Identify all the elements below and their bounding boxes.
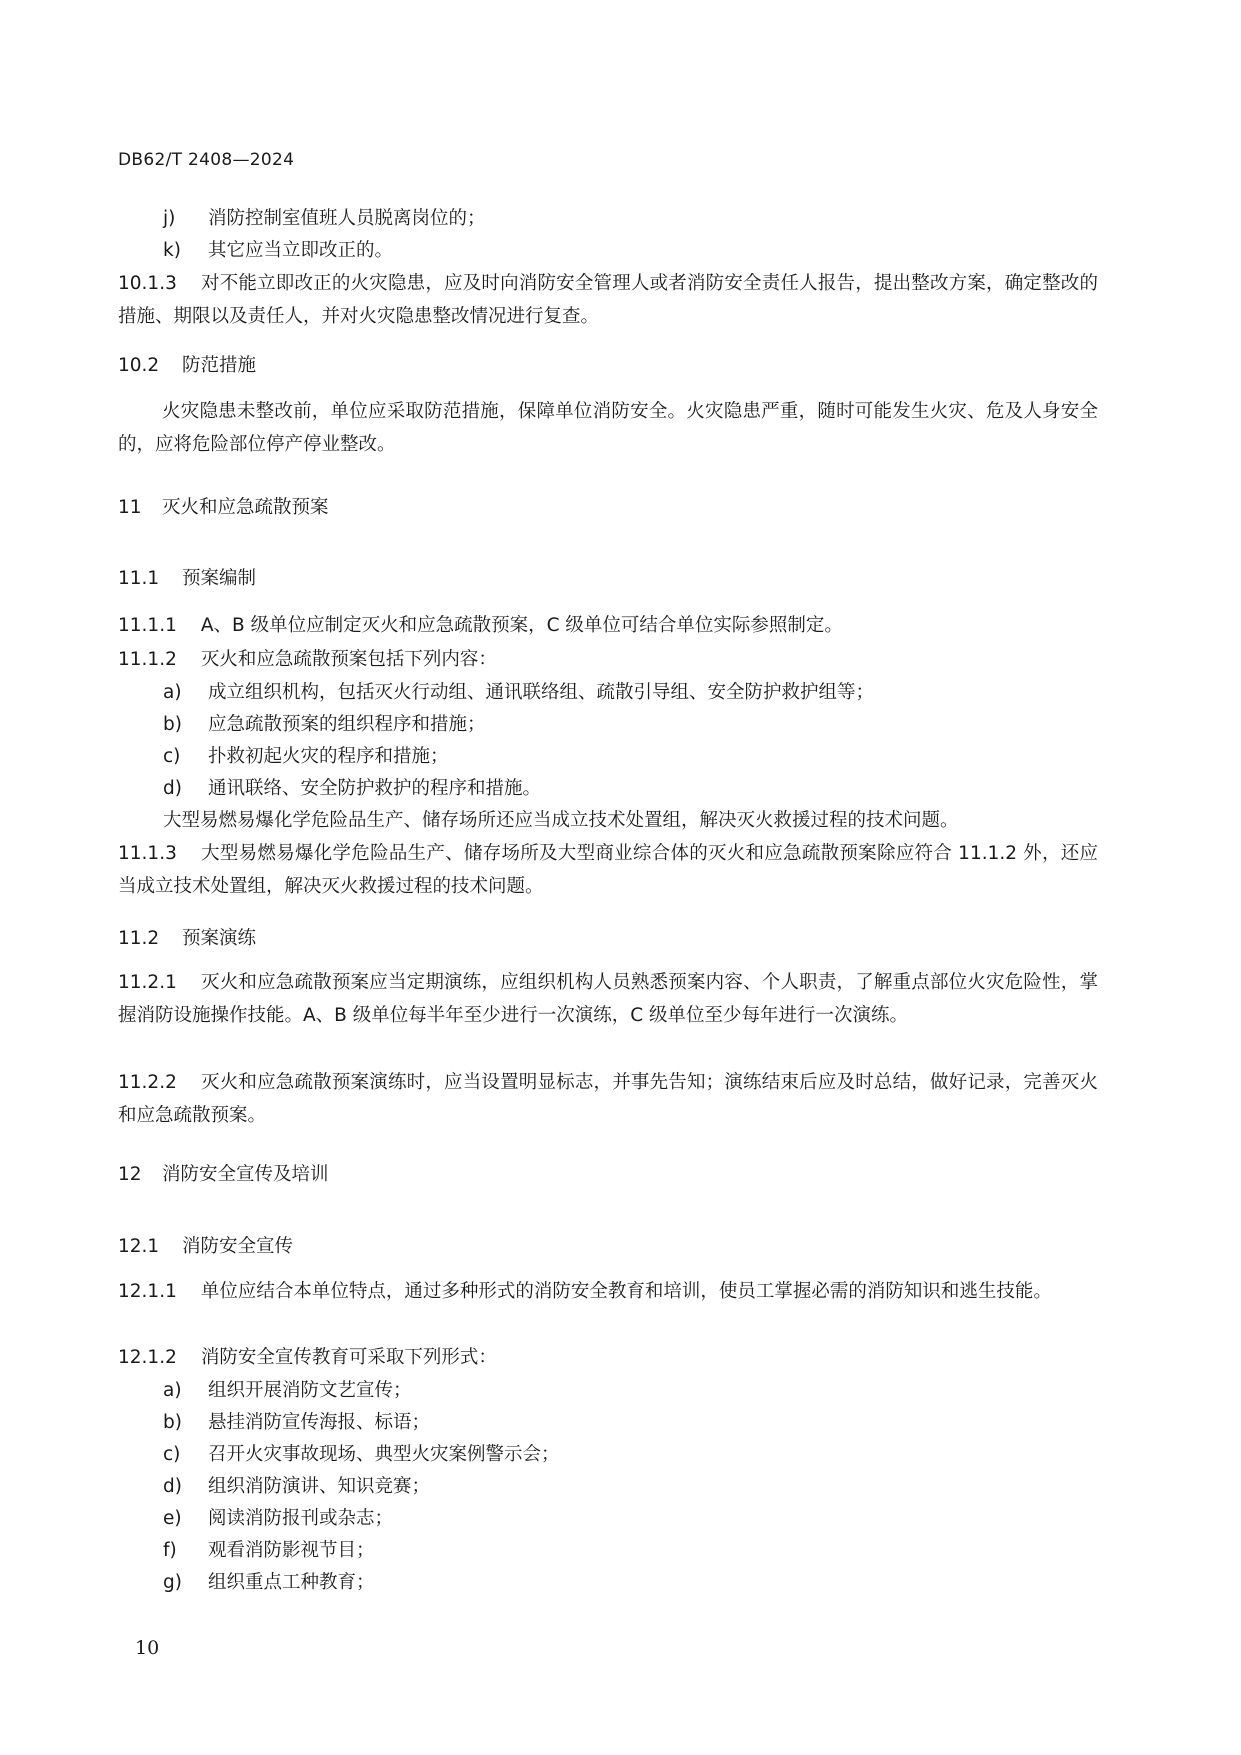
clause-11-2-1 bbox=[118, 966, 1098, 1032]
doc-code-header: DB62/T 2408—2024 bbox=[118, 150, 295, 170]
section-number: 12.1 bbox=[118, 1236, 160, 1257]
chapter-title: 消防安全宣传及培训 bbox=[162, 1164, 329, 1185]
clause-number: 11.2.2 bbox=[118, 1072, 177, 1093]
list-label: f) bbox=[163, 1540, 177, 1561]
list-text: 应急疏散预案的组织程序和措施； bbox=[208, 714, 486, 735]
chapter-number: 11 bbox=[118, 497, 142, 518]
clause-text: 大型易燃易爆化学危险品生产、储存场所及大型商业综合体的灭火和应急疏散预案除应符合 11.1.2 外，还应当成立技术处置组，解决灭火救援过程的技术问题。 bbox=[118, 843, 1098, 897]
clause-11-1-2-note: 大型易燃易爆化学危险品生产、储存场所还应当成立技术处置组，解决灭火救援过程的技术问题。 bbox=[163, 810, 959, 831]
clause-number: 11.1.3 bbox=[118, 843, 177, 864]
list-label: e) bbox=[163, 1508, 182, 1529]
list-label: a) bbox=[163, 682, 182, 703]
section-number: 11.2 bbox=[118, 928, 160, 949]
list-text: 观看消防影视节目； bbox=[208, 1540, 375, 1561]
clause-number: 11.2.1 bbox=[118, 972, 177, 993]
list-text: 组织消防演讲、知识竞赛； bbox=[208, 1476, 431, 1497]
list-label: a) bbox=[163, 1380, 182, 1401]
list-label: j) bbox=[163, 208, 176, 229]
clause-10-1-3 bbox=[118, 267, 1098, 333]
list-text: 组织开展消防文艺宣传； bbox=[208, 1380, 412, 1401]
clause-number: 12.1.2 bbox=[118, 1347, 177, 1368]
list-text: 成立组织机构，包括灭火行动组、通讯联络组、疏散引导组、安全防护救护组等； bbox=[208, 682, 875, 703]
list-text: 扑救初起火灾的程序和措施； bbox=[208, 746, 449, 767]
clause-text: 灭火和应急疏散预案应当定期演练，应组织机构人员熟悉预案内容、个人职责，了解重点部位火灾危险性，掌握消防设施操作技能。A、B 级单位每半年至少进行一次演练，C 级单位至少每年进行一次演练。 bbox=[118, 972, 1098, 1026]
clause-text: 对不能立即改正的火灾隐患，应及时向消防安全管理人或者消防安全责任人报告，提出整改方案，确定整改的措施、期限以及责任人，并对火灾隐患整改情况进行复查。 bbox=[118, 273, 1098, 327]
clause-11-1-3 bbox=[118, 837, 1098, 903]
clause-11-2-2 bbox=[118, 1066, 1098, 1132]
list-label: d) bbox=[163, 778, 182, 799]
clause-text: A、B 级单位应制定灭火和应急疏散预案，C 级单位可结合单位实际参照制定。 bbox=[200, 615, 843, 636]
list-text: 召开火灾事故现场、典型火灾案例警示会； bbox=[208, 1444, 560, 1465]
list-text: 其它应当立即改正的。 bbox=[208, 240, 394, 261]
list-text: 通讯联络、安全防护救护的程序和措施。 bbox=[208, 778, 542, 799]
section-number: 10.2 bbox=[118, 355, 160, 376]
clause-text: 灭火和应急疏散预案包括下列内容： bbox=[200, 649, 497, 670]
clause-text: 消防安全宣传教育可采取下列形式： bbox=[200, 1347, 497, 1368]
list-label: b) bbox=[163, 1412, 182, 1433]
section-number: 11.1 bbox=[118, 568, 160, 589]
clause-11-1-1 bbox=[118, 609, 1098, 642]
clause-text: 单位应结合本单位特点，通过多种形式的消防安全教育和培训，使员工掌握必需的消防知识和逃生技能。 bbox=[200, 1281, 1052, 1302]
list-label: c) bbox=[163, 746, 181, 767]
chapter-number: 12 bbox=[118, 1164, 142, 1185]
list-label: g) bbox=[163, 1572, 182, 1593]
chapter-title: 灭火和应急疏散预案 bbox=[162, 497, 329, 518]
clause-text: 灭火和应急疏散预案演练时，应当设置明显标志，并事先告知；演练结束后应及时总结，做好记录，完善灭火和应急疏散预案。 bbox=[118, 1072, 1098, 1126]
clause-number: 11.1.1 bbox=[118, 615, 177, 636]
clause-12-1-2 bbox=[118, 1341, 1098, 1374]
clause-number: 11.1.2 bbox=[118, 649, 177, 670]
clause-number: 10.1.3 bbox=[118, 273, 177, 294]
list-label: c) bbox=[163, 1444, 181, 1465]
page-number: 10 bbox=[135, 1637, 160, 1659]
list-text: 消防控制室值班人员脱离岗位的； bbox=[208, 208, 486, 229]
list-text: 组织重点工种教育； bbox=[208, 1572, 375, 1593]
section-title: 预案演练 bbox=[182, 928, 257, 949]
list-text: 阅读消防报刊或杂志； bbox=[208, 1508, 394, 1529]
list-text: 悬挂消防宣传海报、标语； bbox=[208, 1412, 431, 1433]
clause-number: 12.1.1 bbox=[118, 1281, 177, 1302]
list-label: b) bbox=[163, 714, 182, 735]
section-title: 消防安全宣传 bbox=[182, 1236, 294, 1257]
clause-10-2-text: 火灾隐患未整改前，单位应采取防范措施，保障单位消防安全。火灾隐患严重，随时可能发生火灾、危及人身安全的，应将危险部位停产停业整改。 bbox=[118, 401, 1098, 455]
list-label: d) bbox=[163, 1476, 182, 1497]
clause-11-1-2 bbox=[118, 643, 1098, 676]
clause-12-1-1 bbox=[118, 1275, 1098, 1308]
section-title: 防范措施 bbox=[182, 355, 257, 376]
section-title: 预案编制 bbox=[182, 568, 257, 589]
list-label: k) bbox=[163, 240, 181, 261]
